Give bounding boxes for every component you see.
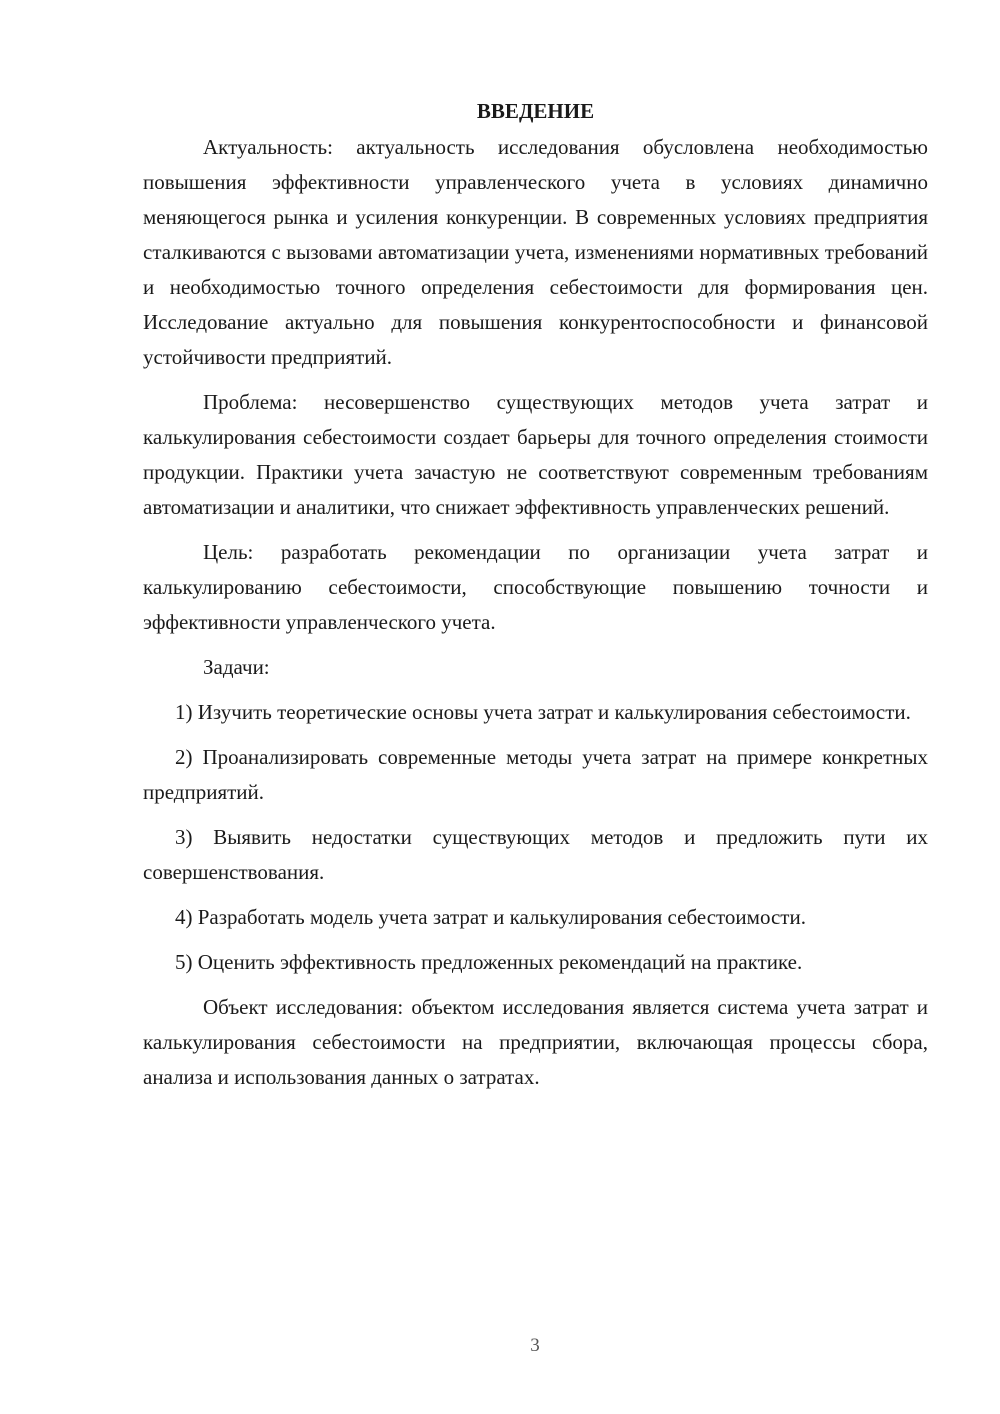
paragraph-problem: Проблема: несовершенство существующих методов учета затрат и калькулирования себестоимости создает барьеры для точного определения стоимости продукции. Практики учета зачастую не соответствуют современным требованиям автоматизации и аналитики, что снижает эффективность управленческих решений. [143,390,928,519]
task-item-5: 5) Оценить эффективность предложенных рекомендаций на практике. [175,950,803,974]
paragraph-object: Объект исследования: объектом исследования является система учета затрат и калькулирования себестоимости на предприятии, включающая процессы сбора, анализа и использования данных о затратах. [143,995,928,1089]
task-item-2: 2) Проанализировать современные методы учета затрат на примере конкретных предприятий. [143,745,928,804]
tasks-heading: Задачи: [203,655,270,679]
paragraph-relevance: Актуальность: актуальность исследования обусловлена необходимостью повышения эффективности управленческого учета в условиях динамично меняющегося рынка и усиления конкуренции. В современных условиях предприятия сталкиваются с вызовами автоматизации учета, изменениями нормативных требований и необходимостью точного определения себестоимости для формирования цен. Исследование актуально для повышения конкурентоспособности и финансовой устойчивости предприятий. [143,135,928,369]
task-item-4: 4) Разработать модель учета затрат и калькулирования себестоимости. [175,905,806,929]
paragraph-goal: Цель: разработать рекомендации по организации учета затрат и калькулированию себестоимости, способствующие повышению точности и эффективности управленческого учета. [143,540,928,634]
task-item-3: 3) Выявить недостатки существующих методов и предложить пути их совершенствования. [143,825,928,884]
page-content [143,94,928,1105]
page-title: ВВЕДЕНИЕ [476,99,595,123]
page-number: 3 [530,1335,540,1356]
task-item-1: 1) Изучить теоретические основы учета затрат и калькулирования себестоимости. [175,700,911,724]
